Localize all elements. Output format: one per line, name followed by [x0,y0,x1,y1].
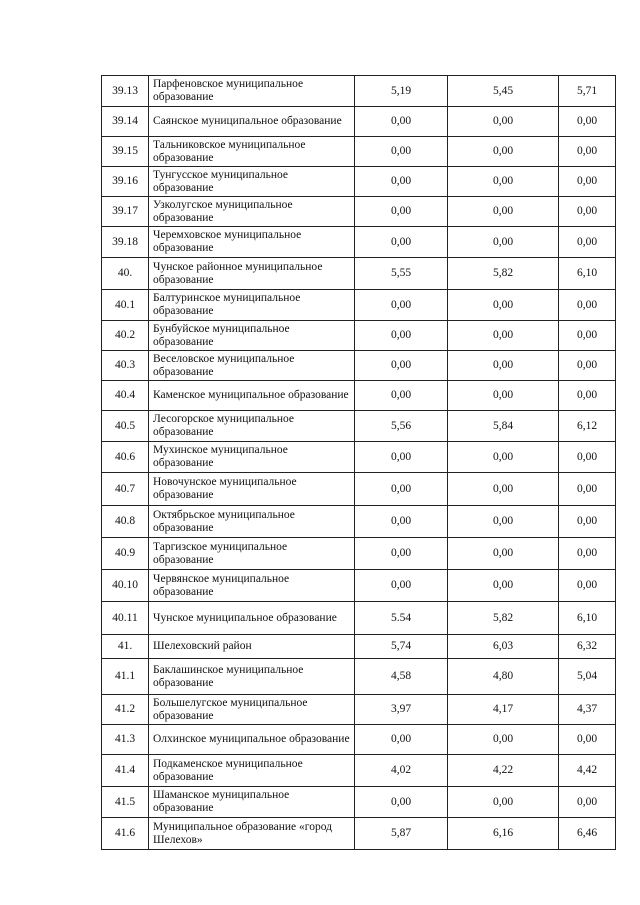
value-col-3: 5,04 [559,659,616,695]
row-number: 41.6 [102,818,149,850]
value-col-2: 0,00 [448,321,559,351]
table-row [102,107,616,137]
value-col-2: 5,82 [448,602,559,635]
municipality-name: Тальниковское муниципальное образование [149,137,355,167]
table-row [102,506,616,538]
value-col-3: 0,00 [559,321,616,351]
value-col-3: 0,00 [559,167,616,197]
value-col-3: 0,00 [559,351,616,381]
municipality-name: Октябрьское муниципальное образование [149,506,355,538]
value-col-2: 0,00 [448,381,559,411]
value-col-2: 0,00 [448,227,559,258]
value-col-3: 5,71 [559,76,616,107]
table-row [102,538,616,570]
table-row [102,167,616,197]
value-col-2: 4,22 [448,755,559,787]
value-col-2: 6,16 [448,818,559,850]
table-row [102,787,616,818]
row-number: 41.4 [102,755,149,787]
municipality-name: Бунбуйское муниципальное образование [149,321,355,351]
table-row [102,473,616,506]
value-col-2: 0,00 [448,538,559,570]
row-number: 40. [102,258,149,290]
value-col-1: 0,00 [355,351,448,381]
value-col-3: 0,00 [559,473,616,506]
municipality-name: Чунское районное муниципальное образование [149,258,355,290]
value-col-3: 0,00 [559,197,616,227]
value-col-1: 0,00 [355,197,448,227]
value-col-1: 0,00 [355,787,448,818]
row-number: 40.6 [102,442,149,473]
value-col-3: 0,00 [559,290,616,321]
row-number: 40.11 [102,602,149,635]
value-col-2: 4,17 [448,695,559,725]
table-row [102,411,616,442]
table-row [102,290,616,321]
table-row [102,818,616,850]
row-number: 39.17 [102,197,149,227]
row-number: 40.3 [102,351,149,381]
value-col-1: 0,00 [355,442,448,473]
municipal-values-table [101,75,616,850]
municipality-name: Баклашинское муниципальное образование [149,659,355,695]
value-col-2: 5,84 [448,411,559,442]
value-col-2: 0,00 [448,290,559,321]
value-col-1: 0,00 [355,381,448,411]
row-number: 40.4 [102,381,149,411]
value-col-1: 0,00 [355,506,448,538]
value-col-1: 4,58 [355,659,448,695]
row-number: 39.16 [102,167,149,197]
municipality-name: Тунгусское муниципальное образование [149,167,355,197]
municipality-name: Подкаменское муниципальное образование [149,755,355,787]
table-row [102,381,616,411]
table-row [102,76,616,107]
value-col-2: 0,00 [448,442,559,473]
value-col-3: 6,10 [559,258,616,290]
row-number: 40.1 [102,290,149,321]
value-col-1: 0,00 [355,538,448,570]
value-col-1: 5,87 [355,818,448,850]
municipality-name: Лесогорское муниципальное образование [149,411,355,442]
value-col-3: 4,37 [559,695,616,725]
value-col-2: 0,00 [448,787,559,818]
value-col-3: 4,42 [559,755,616,787]
table-row [102,695,616,725]
row-number: 40.10 [102,570,149,602]
row-number: 40.7 [102,473,149,506]
table-body [102,76,616,850]
value-col-2: 4,80 [448,659,559,695]
row-number: 39.15 [102,137,149,167]
value-col-1: 0,00 [355,473,448,506]
value-col-3: 0,00 [559,570,616,602]
value-col-1: 5,56 [355,411,448,442]
value-col-3: 0,00 [559,227,616,258]
value-col-2: 0,00 [448,570,559,602]
municipality-name: Червянское муниципальное образование [149,570,355,602]
value-col-1: 4,02 [355,755,448,787]
value-col-2: 0,00 [448,137,559,167]
value-col-3: 0,00 [559,107,616,137]
value-col-1: 5,19 [355,76,448,107]
value-col-2: 0,00 [448,107,559,137]
value-col-3: 6,32 [559,635,616,659]
value-col-3: 0,00 [559,787,616,818]
value-col-1: 5.54 [355,602,448,635]
table-row [102,137,616,167]
value-col-1: 0,00 [355,137,448,167]
municipality-name: Мухинское муниципальное образование [149,442,355,473]
table-row [102,602,616,635]
value-col-3: 6,46 [559,818,616,850]
table-row [102,570,616,602]
row-number: 41.3 [102,725,149,755]
municipality-name: Каменское муниципальное образование [149,381,355,411]
value-col-2: 0,00 [448,197,559,227]
value-col-2: 0,00 [448,167,559,197]
value-col-1: 0,00 [355,107,448,137]
value-col-3: 0,00 [559,538,616,570]
value-col-1: 0,00 [355,227,448,258]
value-col-1: 0,00 [355,321,448,351]
municipality-name: Олхинское муниципальное образование [149,725,355,755]
value-col-1: 0,00 [355,725,448,755]
value-col-1: 0,00 [355,570,448,602]
table-row [102,755,616,787]
value-col-2: 0,00 [448,506,559,538]
value-col-1: 3,97 [355,695,448,725]
value-col-2: 0,00 [448,351,559,381]
value-col-1: 0,00 [355,167,448,197]
row-number: 40.5 [102,411,149,442]
value-col-1: 0,00 [355,290,448,321]
row-number: 40.9 [102,538,149,570]
table-row [102,351,616,381]
value-col-2: 6,03 [448,635,559,659]
municipality-name: Большелугское муниципальное образование [149,695,355,725]
table-row [102,197,616,227]
value-col-3: 6,12 [559,411,616,442]
municipality-name: Веселовское муниципальное образование [149,351,355,381]
value-col-3: 0,00 [559,725,616,755]
value-col-3: 0,00 [559,137,616,167]
row-number: 40.8 [102,506,149,538]
row-number: 39.14 [102,107,149,137]
value-col-3: 0,00 [559,442,616,473]
row-number: 40.2 [102,321,149,351]
value-col-3: 0,00 [559,506,616,538]
municipality-name: Шелеховский район [149,635,355,659]
value-col-2: 5,45 [448,76,559,107]
value-col-3: 6,10 [559,602,616,635]
municipality-name: Чунское муниципальное образование [149,602,355,635]
table-row [102,227,616,258]
municipality-name: Муниципальное образование «город Шелехов» [149,818,355,850]
municipality-name: Шаманское муниципальное образование [149,787,355,818]
value-col-1: 5,55 [355,258,448,290]
row-number: 39.13 [102,76,149,107]
municipality-name: Парфеновское муниципальное образование [149,76,355,107]
municipality-name: Саянское муниципальное образование [149,107,355,137]
municipality-name: Узколугское муниципальное образование [149,197,355,227]
value-col-2: 0,00 [448,725,559,755]
table-row [102,442,616,473]
value-col-1: 5,74 [355,635,448,659]
value-col-2: 5,82 [448,258,559,290]
municipality-name: Черемховское муниципальное образование [149,227,355,258]
table-row [102,659,616,695]
row-number: 41.1 [102,659,149,695]
municipality-name: Балтуринское муниципальное образование [149,290,355,321]
row-number: 39.18 [102,227,149,258]
municipality-name: Таргизское муниципальное образование [149,538,355,570]
table-row [102,725,616,755]
value-col-3: 0,00 [559,381,616,411]
table-row [102,258,616,290]
municipality-name: Новочунское муниципальное образование [149,473,355,506]
row-number: 41. [102,635,149,659]
row-number: 41.5 [102,787,149,818]
value-col-2: 0,00 [448,473,559,506]
table-row [102,635,616,659]
row-number: 41.2 [102,695,149,725]
table-row [102,321,616,351]
